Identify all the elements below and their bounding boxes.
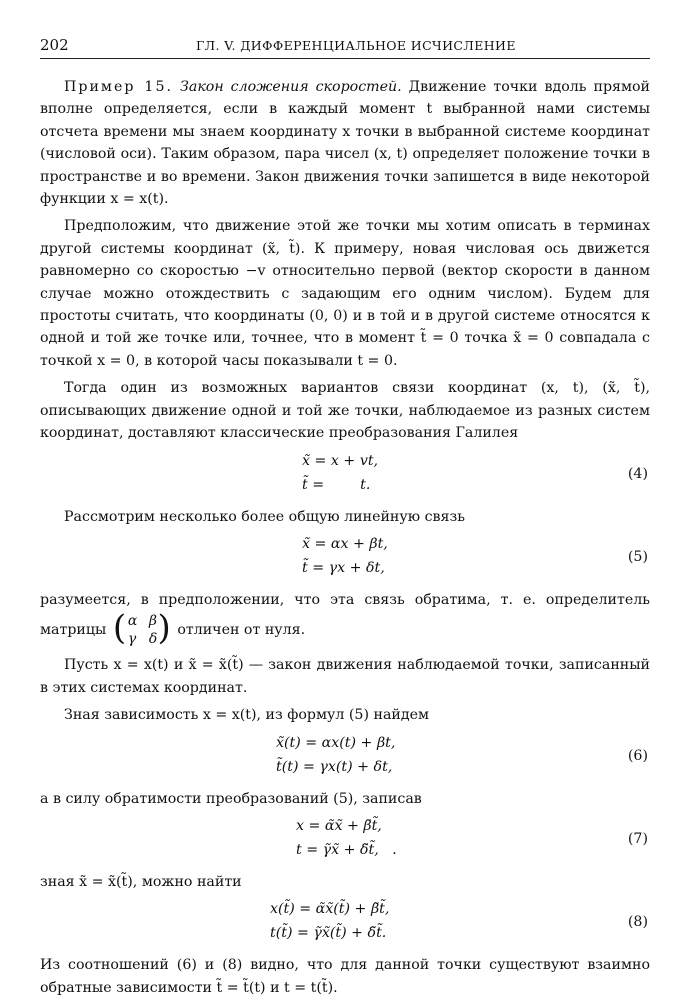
equation-5-number: (5)	[627, 548, 648, 565]
equation-8-number: (8)	[627, 914, 648, 931]
matrix	[112, 608, 171, 649]
invertibility-tail: отличен от нуля.	[177, 622, 306, 639]
equation-7-line-1: x = α̃x̃ + β̃t̃,	[296, 817, 382, 834]
text-body	[40, 76, 650, 1004]
paragraph-from-formulas: Зная зависимость x = x(t), из формул (5) найдем	[64, 707, 430, 724]
equation-6	[40, 732, 650, 780]
paragraph-example-intro	[40, 76, 650, 210]
equation-6-line-2: t̃(t) = γx(t) + δt,	[276, 758, 393, 775]
equation-8-line-2: t(t̃) = γ̃x̃(t̃) + δ̃t̃.	[270, 925, 387, 942]
equation-4-number: (4)	[627, 465, 648, 482]
running-header	[40, 36, 648, 60]
equation-6-line-1: x̃(t) = αx(t) + βt,	[276, 734, 396, 751]
example-title: Закон сложения скоростей.	[180, 79, 402, 95]
equation-6-number: (6)	[627, 747, 648, 764]
matrix-left-bracket: (	[112, 608, 127, 649]
paragraph-invertibility	[40, 589, 650, 649]
paragraph-motion-law: Пусть x = x(t) и x̃ = x̃(t̃) — закон движения наблюдаемой точки, записанный в этих системах координат.	[40, 657, 650, 696]
matrix-a21: γ	[127, 631, 137, 648]
equation-5-line-2: t̃ = γx + δt,	[302, 559, 385, 576]
matrix-a11: α	[127, 613, 138, 630]
equation-4	[40, 450, 650, 498]
equation-8-line-1: x(t̃) = α̃x̃(t̃) + β̃t̃,	[270, 901, 390, 918]
paragraph-inverse: а в силу обратимости преобразований (5), записав	[40, 790, 422, 807]
example-text: Движение точки вдоль прямой вполне определяется, если в каждый момент t выбранной нами системы отсчета времени мы знаем координату x точки в выбранной системе координат (числовой оси). Таким образом, пара чисел (x, t) определяет положение точки в пространстве и во времени. Закон движения точки запишется в виде некоторой функции x = x(t).	[40, 79, 651, 208]
invertibility-text: разумеется, в предположении, что эта связь обратима, т. е. определитель матрицы	[40, 591, 650, 639]
equation-7-line-2: t = γ̃x̃ + δ̃t̃, .	[296, 841, 397, 858]
paragraph-galilean: Тогда один из возможных вариантов связи координат (x, t), (x̃, t̃), описывающих движение одной и той же точки, наблюдаемое из разных систем координат, доставляют классические преобразования Галилея	[40, 380, 650, 442]
paragraph-linear-relation: Рассмотрим несколько более общую линейную связь	[64, 508, 465, 525]
equation-4-line-2: t̃ = t.	[302, 476, 371, 493]
equation-5-line-1: x̃ = αx + βt,	[302, 535, 388, 552]
equation-7-number: (7)	[627, 830, 648, 847]
equation-5	[40, 533, 650, 581]
paragraph-conclusion: Из соотношений (6) и (8) видно, что для данной точки существуют взаимно обратные зависимости t̃ = t̃(t) и t = t(t̃).	[40, 957, 650, 996]
example-label: Пример 15.	[64, 79, 173, 95]
equation-4-line-1: x̃ = x + vt,	[302, 452, 379, 469]
page-number: 202	[40, 36, 69, 54]
running-title: ГЛ. V. ДИФФЕРЕНЦИАЛЬНОЕ ИСЧИСЛЕНИЕ	[196, 38, 516, 53]
matrix-right-bracket: )	[157, 608, 171, 649]
paragraph-new-coordinates: Предположим, что движение этой же точки мы хотим описать в терминах другой системы координат (x̃, t̃). К примеру, новая числовая ось движется равномерно со скоростью −v относительно первой (вектор скорости в данном случае можно отождествить с задающим его одним числом). Будем для простоты считать, что координаты (0, 0) и в той и в другой системе относятся к одной и той же точке или, точнее, что в момент t̃ = 0 точка x̃ = 0 совпадала с точкой x = 0, в которой часы показывали t = 0.	[40, 218, 650, 369]
equation-7	[40, 815, 650, 863]
matrix-a22: δ	[148, 631, 158, 648]
header-rule	[40, 58, 650, 59]
equation-8	[40, 898, 650, 946]
matrix-a12: β	[148, 613, 157, 630]
paragraph-knowing: зная x̃ = x̃(t̃), можно найти	[40, 873, 242, 890]
